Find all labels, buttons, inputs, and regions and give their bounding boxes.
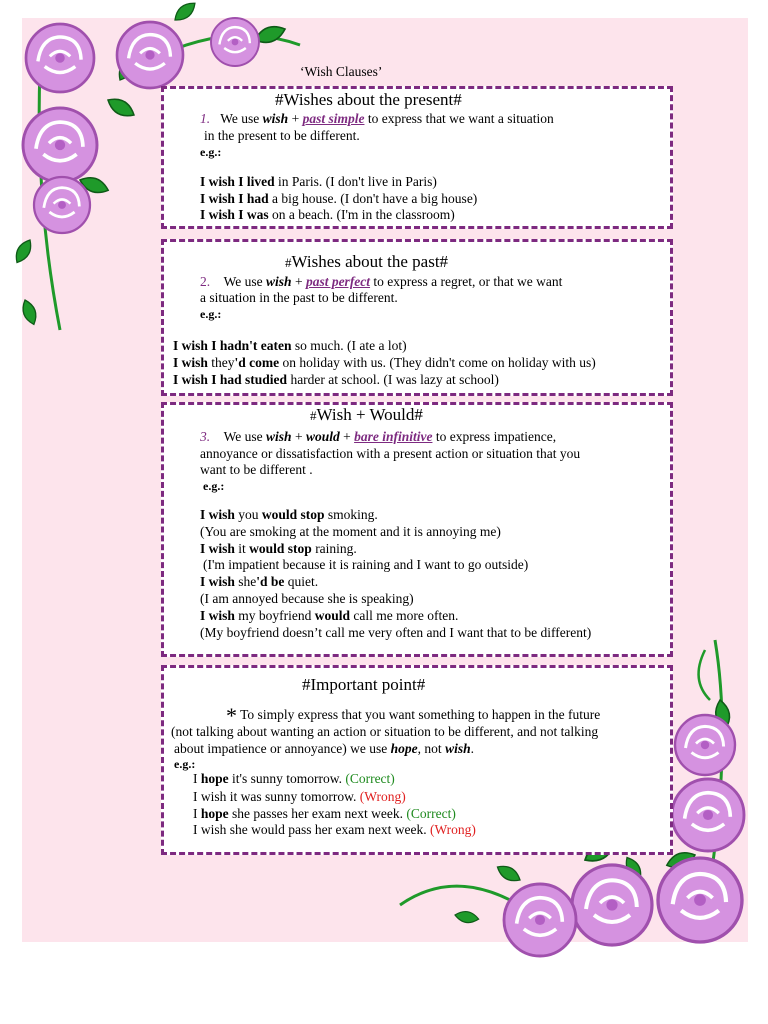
example-line: I wish I lived in Paris. (I don't live in Paris) bbox=[200, 174, 437, 189]
tense-link[interactable]: past simple bbox=[302, 111, 365, 126]
wrong-label: (Wrong) bbox=[429, 822, 476, 837]
example-line: I wish she'd be quiet. bbox=[200, 574, 319, 589]
section-heading: #Wishes about the past# bbox=[285, 252, 449, 271]
rule-text: annoyance or dissatisfaction with a present action or situation that you bbox=[200, 446, 581, 461]
section-heading: #Wishes about the present# bbox=[275, 90, 462, 109]
example-note: (You are smoking at the moment and it is annoying me) bbox=[200, 524, 501, 539]
eg-label: e.g.: bbox=[200, 307, 222, 321]
important-text: (not talking about wanting an action or situation to be different, and not talking bbox=[171, 724, 599, 739]
wrong-label: (Wrong) bbox=[359, 789, 406, 804]
example-line: I wish I had a big house. (I don't have a big house) bbox=[200, 191, 478, 206]
eg-label: e.g.: bbox=[174, 757, 196, 771]
example-note: (I am annoyed because she is speaking) bbox=[200, 591, 414, 606]
example-line: I wish she would pass her exam next week. (Wrong) bbox=[193, 822, 476, 837]
section-heading: #Important point# bbox=[302, 675, 426, 694]
important-text: about impatience or annoyance) we use hope, not wish. bbox=[174, 741, 474, 756]
example-line: I wish I had studied harder at school. (I was lazy at school) bbox=[173, 372, 499, 387]
example-note: (My boyfriend doesn’t call me very often and I want that to be different) bbox=[200, 625, 592, 640]
important-text: * To simply express that you want something to happen in the future bbox=[226, 703, 601, 728]
rule-text: 3. We use wish + would + bare infinitive to express impatience, bbox=[200, 429, 557, 444]
example-line: I wish they'd come on holiday with us. (They didn't come on holiday with us) bbox=[173, 355, 596, 370]
rule-text: in the present to be different. bbox=[204, 128, 360, 143]
correct-label: (Correct) bbox=[406, 806, 456, 821]
section-heading: #Wish + Would# bbox=[310, 405, 423, 424]
example-line: I wish you would stop smoking. bbox=[200, 507, 378, 522]
correct-label: (Correct) bbox=[345, 771, 395, 786]
star-icon: * bbox=[226, 703, 237, 728]
rule-text: want to be different . bbox=[200, 462, 313, 477]
example-line: I wish it would stop raining. bbox=[200, 541, 357, 556]
example-line: I hope it's sunny tomorrow. (Correct) bbox=[193, 771, 395, 786]
page-title: ‘Wish Clauses’ bbox=[300, 64, 383, 79]
eg-label: e.g.: bbox=[200, 145, 222, 159]
example-note: (I'm impatient because it is raining and I want to go outside) bbox=[203, 557, 529, 572]
example-line: I wish I was on a beach. (I'm in the classroom) bbox=[200, 207, 455, 222]
eg-label: e.g.: bbox=[203, 479, 225, 493]
example-line: I wish I hadn't eaten so much. (I ate a lot) bbox=[173, 338, 407, 353]
example-line: I wish my boyfriend would call me more often. bbox=[200, 608, 459, 623]
rule-text: 1. We use wish + past simple to express that we want a situation bbox=[200, 111, 554, 126]
rule-text: 2. We use wish + past perfect to express a regret, or that we want bbox=[200, 274, 563, 289]
rule-text: a situation in the past to be different. bbox=[200, 290, 398, 305]
example-line: I wish it was sunny tomorrow. (Wrong) bbox=[193, 789, 406, 804]
tense-link[interactable]: past perfect bbox=[305, 274, 371, 289]
example-line: I hope she passes her exam next week. (Correct) bbox=[193, 806, 456, 821]
tense-link[interactable]: bare infinitive bbox=[354, 429, 433, 444]
